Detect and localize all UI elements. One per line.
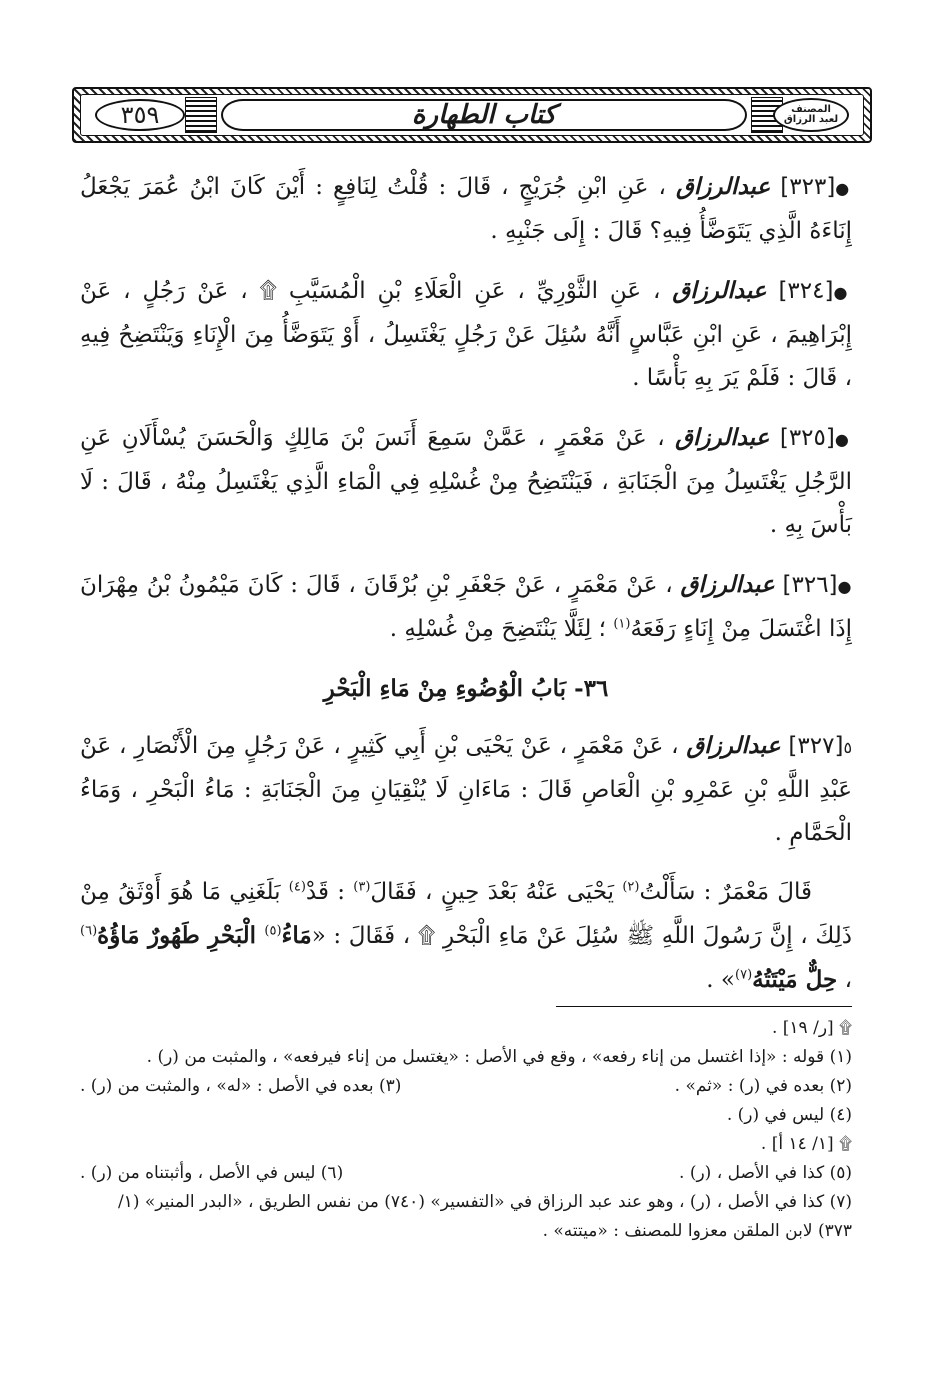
- para-text: بَلَغَنِي مَا هُوَ أَوْثَقُ مِنْ ذَلِكَ ، إِنَّ رَسُولَ اللَّهِ ﷺ سُئِلَ عَنْ مَاءِ الْبَحْرِ ۩ ، فَقَالَ : «: [80, 879, 853, 949]
- seal-line-2: لعبد الرزاق: [783, 114, 839, 125]
- footnotes: [80, 1014, 852, 1246]
- book-title: كتاب الطهارة: [411, 100, 557, 130]
- entry-number: [٣٢٤]: [778, 278, 834, 304]
- bullet-mark: ●: [835, 179, 853, 198]
- footnote-ref: (٦): [80, 923, 98, 939]
- bullet-mark: ●: [834, 430, 853, 449]
- source-note: ۩ [ر/ ١٩] .: [771, 1018, 852, 1038]
- page-number-cartouche: [95, 99, 185, 131]
- author-name: عبدالرزاق: [680, 571, 775, 598]
- footnote-ref: (٧): [735, 967, 753, 983]
- footnote-4: (٤) ليس في (ر) .: [726, 1105, 852, 1125]
- book-seal: [773, 98, 849, 132]
- hadith-quote: مَاءُ: [281, 922, 312, 949]
- page-header: [72, 87, 872, 143]
- entry-number: [٣٢٦]: [782, 572, 838, 598]
- entry-number: [٣٢٧]: [788, 733, 844, 759]
- page-number: ٣٥٩: [120, 101, 160, 129]
- entry-number: [٣٢٥]: [779, 425, 835, 451]
- source-note: ۩ [١/ ١٤ أ] .: [760, 1134, 852, 1154]
- hadith-entry-324: [80, 269, 852, 400]
- entry-text: ، عَنْ مَعْمَرٍ ، عَنْ يَحْيَى بْنِ أَبِي كَثِيرٍ ، عَنْ رَجُلٍ مِنَ الْأَنْصَارِ ، عَنْ عَبْدِ اللَّهِ بْنِ عَمْرِو بْنِ الْعَاصِ قَالَ : مَاءَانِ لَا يُنْقِيَانِ مِنَ الْجَنَابَةِ : مَاءُ الْبَحْرِ ، وَمَاءُ الْحَمَّامِ .: [80, 733, 852, 846]
- chapter-heading: ٣٦- بَابُ الْوُضُوءِ مِنْ مَاءِ الْبَحْرِ: [323, 675, 609, 702]
- footnote-5: (٥) كذا في الأصل ، (ر) .: [679, 1163, 852, 1183]
- para-text: قَالَ مَعْمَرٌ : سَأَلْتُ: [639, 879, 813, 905]
- bullet-mark: ●: [837, 577, 853, 596]
- footnote-separator: [556, 1006, 852, 1007]
- hadith-entry-325: [80, 416, 852, 547]
- seal-line-1: المصنف: [791, 104, 831, 115]
- footnote-2: (٢) بعده في (ر) : «ثم» .: [674, 1076, 852, 1096]
- entry-text: ، عَنْ مَعْمَرٍ ، عَنْ جَعْفَرِ بْنِ بُرْقَانَ ، قَالَ : كَانَ مَيْمُونُ بْنُ مِهْرَانَ إِذَا اغْتَسَلَ مِنْ إِنَاءٍ رَفَعَهُ: [80, 572, 852, 642]
- entry-text: ، عَنْ مَعْمَرٍ ، عَمَّنْ سَمِعَ أَنَسَ بْنَ مَالِكٍ وَالْحَسَنَ يُسْأَلَانِ عَنِ الرَّجُلِ يَغْتَسِلُ مِنَ الْجَنَابَةِ ، فَيَنْتَضِحُ مِنْ غُسْلِهِ فِي الْمَاءِ الَّذِي يَغْتَسِلُ مِنْهُ ، قَالَ : لَا بَأْسَ بِهِ .: [80, 425, 852, 538]
- author-name: عبدالرزاق: [676, 173, 771, 200]
- para-text: ،: [837, 967, 852, 993]
- footnote-1: (١) قوله : «إذا اغتسل من إناء رفعه» ، وقع في الأصل : «يغتسل من إناء فيرفعه» ، والمثبت من (ر) .: [146, 1047, 852, 1067]
- title-cartouche: [221, 99, 747, 131]
- hadith-entry-323: [80, 165, 852, 253]
- hadith-entry-327: [80, 724, 852, 855]
- footnote-ref: (٤): [288, 879, 306, 895]
- author-name: عبدالرزاق: [686, 732, 781, 759]
- footnote-ref: (٥): [264, 923, 282, 939]
- author-name: عبدالرزاق: [672, 277, 767, 304]
- hadith-quote: حِلٌّ مَيْتَتُهُ: [752, 966, 838, 993]
- footnote-3: (٣) بعده في الأصل : «له» ، والمثبت من (ر) .: [80, 1076, 402, 1096]
- entry-text: ، عَنِ ابْنِ جُرَيْجٍ ، قَالَ : قُلْتُ لِنَافِعٍ : أَيْنَ كَانَ ابْنُ عُمَرَ يَجْعَلُ إِنَاءَهُ الَّذِي يَتَوَضَّأُ فِيهِ؟ قَالَ : إِلَى جَنْبِهِ .: [80, 174, 852, 244]
- hadith-quote: الْبَحْرِ طَهُورٌ مَاؤُهُ: [97, 922, 265, 949]
- para-text: : قَدْ: [305, 879, 354, 905]
- header-inner: [80, 94, 864, 136]
- hadith-entry-326: [80, 563, 852, 651]
- footnote-ref: (١): [613, 616, 631, 632]
- footnote-row: [80, 1072, 852, 1101]
- entry-text-after: ؛ لِئَلَّا يَنْتَضِحَ مِنْ غُسْلِهِ .: [389, 616, 614, 642]
- entry-text: ، عَنِ الثَّوْرِيِّ ، عَنِ الْعَلَاءِ بْنِ الْمُسَيَّبِ ۩ ، عَنْ رَجُلٍ ، عَنْ إِبْرَاهِيمَ ، عَنِ ابْنِ عَبَّاسٍ أَنَّهُ سُئِلَ عَنْ رَجُلٍ يَغْتَسِلُ ، أَوْ يَتَوَضَّأُ مِنَ الْإِنَاءِ وَيَنْتَضِحُ فِيهِ ، قَالَ : فَلَمْ يَرَ بِهِ بَأْسًا .: [80, 278, 852, 391]
- author-name: عبدالرزاق: [675, 424, 770, 451]
- para-text: » .: [706, 967, 735, 993]
- mamar-paragraph: [80, 871, 852, 1002]
- footnote-7: (٧) كذا في الأصل ، (ر) ، وهو عند عبد الرزاق في «التفسير» (٧٤٠) من نفس الطريق ، «البدر المنير» (١/ ٣٧٣) لابن الملقن معزوا للمصنف : «ميتته» .: [117, 1192, 852, 1241]
- ornament-knot-left: [185, 97, 217, 133]
- footnote-ref: (٣): [353, 879, 371, 895]
- bullet-mark: ●: [833, 283, 853, 302]
- para-text: يَحْيَى عَنْهُ بَعْدَ حِينٍ ، فَقَالَ: [370, 879, 623, 905]
- main-text: [80, 165, 852, 1012]
- circle-mark: ٥: [843, 738, 853, 757]
- footnote-row: [80, 1159, 852, 1188]
- entry-number: [٣٢٣]: [780, 174, 836, 200]
- footnote-ref: (٢): [622, 879, 640, 895]
- footnote-6: (٦) ليس في الأصل ، وأثبتناه من (ر) .: [80, 1163, 344, 1183]
